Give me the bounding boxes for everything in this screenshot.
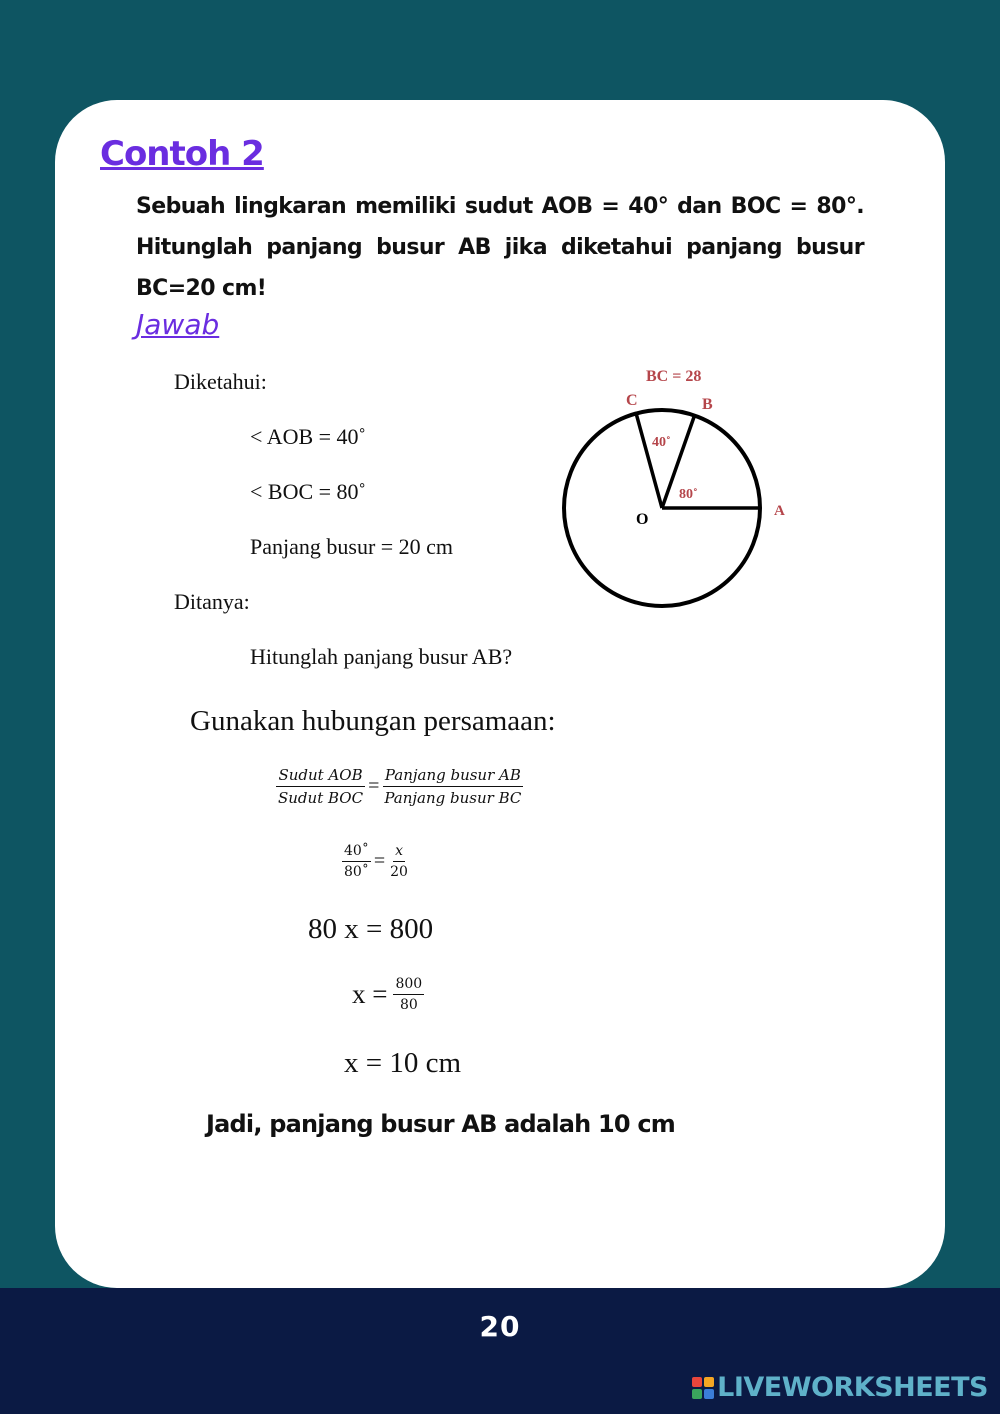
ratio-right-fraction [382,766,523,807]
ratio-left-denominator: Sudut BOC [278,789,364,807]
substitution-right-numerator: x [393,843,405,862]
angle-top-label: 40˚ [652,435,671,450]
brand-watermark [692,1372,988,1403]
problem-statement: Sebuah lingkaran memiliki sudut AOB = 40° dan BOC = 80°. Hitunglah panjang busur AB jika diketahui panjang busur BC=20 cm! [136,194,864,301]
ratio-equation [276,766,523,807]
liveworksheets-logo-icon [692,1377,714,1399]
solve-fraction [393,976,424,1013]
point-c-label: C [626,392,638,409]
solve-lhs: x = [352,979,388,1009]
circle-diagram [540,360,810,620]
footer-bar [0,1288,1000,1414]
asked-label: Ditanya: [174,589,250,614]
given-item-arc-length: Panjang busur = 20 cm [250,534,454,559]
substitution-left-numerator: 40˚ [342,843,371,862]
substitution-right-denominator: 20 [390,864,408,880]
substitution-left-fraction [342,843,371,880]
radius-oc [636,413,662,508]
method-label: Gunakan hubungan persamaan: [190,705,556,737]
brand-name: LIVEWORKSHEETS [717,1372,988,1403]
page-number: 20 [479,1310,521,1343]
substitution-equals-sign: = [373,850,386,872]
substitution-left-denominator: 80˚ [344,864,369,880]
conclusion: Jadi, panjang busur AB adalah 10 cm [206,1110,675,1138]
substitution-right-fraction [388,843,410,880]
example-title: Contoh 2 [100,134,264,174]
solve-numerator: 800 [393,976,424,995]
given-item-aob: < AOB = 40˚ [250,424,366,449]
ratio-right-denominator: Panjang busur BC [384,789,522,807]
answer-label: Jawab [136,308,220,341]
given-label: Diketahui: [174,369,267,394]
ratio-left-fraction [276,766,365,807]
ratio-equals-sign: = [368,775,380,797]
solve-step [352,976,424,1013]
ratio-left-numerator: Sudut AOB [276,766,364,787]
ratio-right-numerator: Panjang busur AB [383,766,523,787]
cross-multiply-step: 80 x = 800 [308,913,434,945]
substitution-equation [342,843,410,880]
point-a-label: A [774,503,785,519]
diagram-top-label: BC = 28 [646,368,702,385]
center-o-label: O [636,511,649,528]
given-item-boc: < BOC = 80˚ [250,479,366,504]
result-step: x = 10 cm [344,1047,462,1079]
solve-denominator: 80 [399,997,418,1013]
asked-question: Hitunglah panjang busur AB? [250,644,513,669]
point-b-label: B [702,396,713,413]
angle-right-label: 80˚ [679,487,698,502]
